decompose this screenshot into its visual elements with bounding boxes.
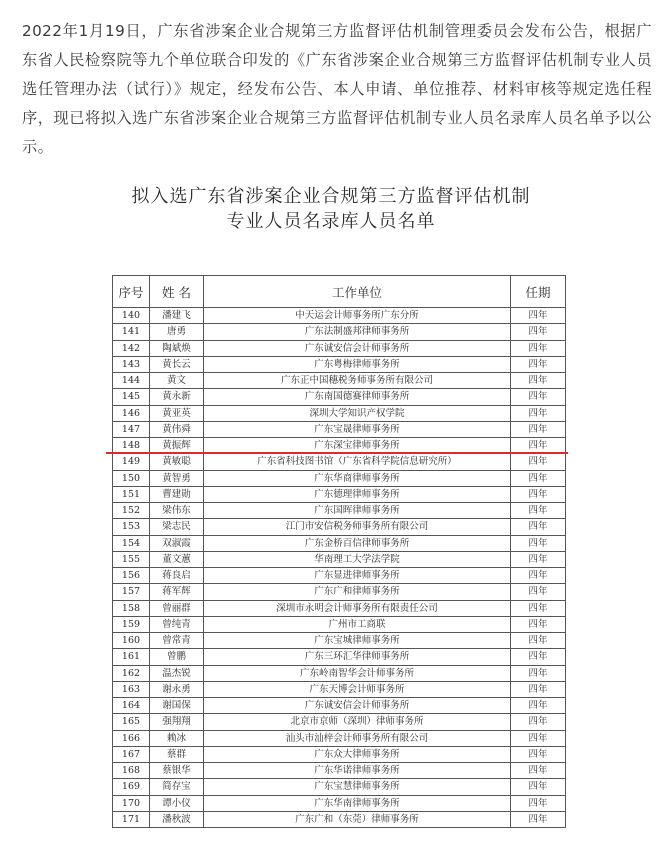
cell-serial-number: 154 (113, 535, 150, 551)
cell-work-unit: 广东天博会计师事务所 (204, 681, 511, 697)
cell-serial-number: 150 (113, 470, 150, 486)
cell-serial-number: 169 (113, 779, 150, 795)
cell-term: 四年 (511, 600, 566, 616)
cell-name: 温杰锐 (150, 665, 204, 681)
cell-serial-number: 145 (113, 389, 150, 405)
cell-term: 四年 (511, 389, 566, 405)
table-row (113, 730, 566, 746)
cell-term: 四年 (511, 779, 566, 795)
cell-work-unit: 广东华商律师事务所 (204, 470, 511, 486)
table-row (113, 405, 566, 421)
cell-work-unit: 广东宝慧律师事务所 (204, 779, 511, 795)
cell-work-unit: 广东深宝律师事务所 (204, 438, 511, 454)
table-row (113, 811, 566, 827)
cell-serial-number: 141 (113, 324, 150, 340)
table-row (113, 649, 566, 665)
cell-term: 四年 (511, 340, 566, 356)
cell-work-unit: 广州市工商联 (204, 616, 511, 632)
cell-work-unit: 广东南国德赛律师事务所 (204, 389, 511, 405)
cell-name: 梁伟东 (150, 503, 204, 519)
cell-serial-number: 144 (113, 373, 150, 389)
cell-name: 曾鹏 (150, 649, 204, 665)
cell-name: 曾丽群 (150, 600, 204, 616)
cell-work-unit: 广东诚安信会计师事务所 (204, 340, 511, 356)
table-row (113, 454, 566, 470)
cell-term: 四年 (511, 730, 566, 746)
cell-name: 黄永新 (150, 389, 204, 405)
cell-work-unit: 深圳市永明会计师事务所有限责任公司 (204, 600, 511, 616)
table-row (113, 746, 566, 762)
cell-name: 潘秋波 (150, 811, 204, 827)
cell-name: 潘建飞 (150, 308, 204, 324)
cell-name: 蒋良启 (150, 568, 204, 584)
cell-term: 四年 (511, 649, 566, 665)
cell-serial-number: 158 (113, 600, 150, 616)
cell-work-unit: 广东众大律师事务所 (204, 746, 511, 762)
table-row (113, 763, 566, 779)
table-row (113, 535, 566, 551)
cell-serial-number: 155 (113, 551, 150, 567)
cell-term: 四年 (511, 308, 566, 324)
cell-work-unit: 广东诚安信会计师事务所 (204, 698, 511, 714)
table-row (113, 665, 566, 681)
highlight-underline (106, 452, 568, 454)
cell-term: 四年 (511, 746, 566, 762)
cell-work-unit: 广东宝城律师事务所 (204, 633, 511, 649)
cell-term: 四年 (511, 324, 566, 340)
cell-name: 黄亚英 (150, 405, 204, 421)
cell-serial-number: 153 (113, 519, 150, 535)
cell-name: 黄文 (150, 373, 204, 389)
table-row (113, 486, 566, 502)
header-term: 任期 (511, 276, 566, 308)
cell-work-unit: 华南理工大学法学院 (204, 551, 511, 567)
cell-term: 四年 (511, 421, 566, 437)
cell-work-unit: 广东宝晟律师事务所 (204, 421, 511, 437)
cell-name: 黄敏聪 (150, 454, 204, 470)
cell-name: 谢永勇 (150, 681, 204, 697)
cell-name: 黄长云 (150, 356, 204, 372)
table-row (113, 568, 566, 584)
cell-serial-number: 171 (113, 811, 150, 827)
cell-serial-number: 164 (113, 698, 150, 714)
cell-term: 四年 (511, 503, 566, 519)
cell-work-unit: 广东三环汇华律师事务所 (204, 649, 511, 665)
table-row (113, 779, 566, 795)
cell-name: 黄伟舜 (150, 421, 204, 437)
cell-work-unit: 广东国晖律师事务所 (204, 503, 511, 519)
cell-name: 蔡群 (150, 746, 204, 762)
cell-name: 曹建勋 (150, 486, 204, 502)
cell-serial-number: 146 (113, 405, 150, 421)
cell-term: 四年 (511, 486, 566, 502)
table-header-row (113, 276, 566, 308)
cell-work-unit: 广东岭南智华会计师事务所 (204, 665, 511, 681)
cell-serial-number: 161 (113, 649, 150, 665)
cell-term: 四年 (511, 373, 566, 389)
cell-work-unit: 汕头市汕梓会计师事务所有限公司 (204, 730, 511, 746)
cell-term: 四年 (511, 356, 566, 372)
cell-name: 曾常青 (150, 633, 204, 649)
document-title-line2: 专业人员名录库人员名单 (226, 211, 436, 232)
cell-name: 谢国保 (150, 698, 204, 714)
table-row (113, 308, 566, 324)
cell-work-unit: 广东金桥百信律师事务所 (204, 535, 511, 551)
table-row (113, 681, 566, 697)
cell-term: 四年 (511, 519, 566, 535)
cell-serial-number: 157 (113, 584, 150, 600)
table-row (113, 519, 566, 535)
cell-term: 四年 (511, 454, 566, 470)
cell-serial-number: 142 (113, 340, 150, 356)
cell-work-unit: 广东华诺律师事务所 (204, 763, 511, 779)
cell-term: 四年 (511, 665, 566, 681)
cell-serial-number: 147 (113, 421, 150, 437)
cell-name: 曾纯青 (150, 616, 204, 632)
table-row (113, 373, 566, 389)
cell-work-unit: 广东华南律师事务所 (204, 795, 511, 811)
table-row (113, 795, 566, 811)
cell-work-unit: 中天运会计师事务所广东分所 (204, 308, 511, 324)
cell-term: 四年 (511, 616, 566, 632)
cell-serial-number: 159 (113, 616, 150, 632)
table-row (113, 324, 566, 340)
document-title-line1: 拟入选广东省涉案企业合规第三方监督评估机制 (131, 186, 531, 207)
roster-body (113, 308, 566, 828)
table-row (113, 584, 566, 600)
header-work-unit: 工作单位 (204, 276, 511, 308)
table-row (113, 503, 566, 519)
table-row (113, 551, 566, 567)
cell-name: 董文蕙 (150, 551, 204, 567)
cell-term: 四年 (511, 763, 566, 779)
cell-serial-number: 168 (113, 763, 150, 779)
cell-work-unit: 广东广和律师事务所 (204, 584, 511, 600)
cell-name: 蔡银华 (150, 763, 204, 779)
cell-name: 简存宝 (150, 779, 204, 795)
cell-serial-number: 152 (113, 503, 150, 519)
cell-term: 四年 (511, 535, 566, 551)
cell-work-unit: 广东德理律师事务所 (204, 486, 511, 502)
table-row (113, 340, 566, 356)
cell-name: 黄智勇 (150, 470, 204, 486)
cell-name: 黄振辉 (150, 438, 204, 454)
cell-serial-number: 163 (113, 681, 150, 697)
cell-name: 强翔翔 (150, 714, 204, 730)
cell-name: 赖冰 (150, 730, 204, 746)
table-row (113, 421, 566, 437)
cell-name: 梁志民 (150, 519, 204, 535)
cell-work-unit: 广东显进律师事务所 (204, 568, 511, 584)
cell-work-unit: 北京市京师（深圳）律师事务所 (204, 714, 511, 730)
table-row (113, 616, 566, 632)
cell-work-unit: 广东省科技图书馆（广东省科学院信息研究所） (204, 454, 511, 470)
cell-serial-number: 162 (113, 665, 150, 681)
cell-work-unit: 深圳大学知识产权学院 (204, 405, 511, 421)
table-row (113, 470, 566, 486)
cell-serial-number: 167 (113, 746, 150, 762)
cell-serial-number: 170 (113, 795, 150, 811)
cell-term: 四年 (511, 714, 566, 730)
cell-name: 蒋军辉 (150, 584, 204, 600)
header-serial-number: 序号 (113, 276, 150, 308)
cell-work-unit: 广东粤梅律师事务所 (204, 356, 511, 372)
cell-serial-number: 143 (113, 356, 150, 372)
cell-term: 四年 (511, 681, 566, 697)
header-name: 姓 名 (150, 276, 204, 308)
cell-term: 四年 (511, 584, 566, 600)
cell-serial-number: 156 (113, 568, 150, 584)
cell-term: 四年 (511, 811, 566, 827)
table-row (113, 389, 566, 405)
table-row (113, 356, 566, 372)
cell-serial-number: 165 (113, 714, 150, 730)
cell-term: 四年 (511, 568, 566, 584)
table-row (113, 714, 566, 730)
cell-work-unit: 广东正中国穗税务师事务所有限公司 (204, 373, 511, 389)
table-row (113, 698, 566, 714)
roster-table (112, 275, 566, 828)
cell-serial-number: 160 (113, 633, 150, 649)
table-row (113, 633, 566, 649)
cell-term: 四年 (511, 795, 566, 811)
cell-serial-number: 149 (113, 454, 150, 470)
table-row (113, 600, 566, 616)
cell-term: 四年 (511, 698, 566, 714)
cell-serial-number: 166 (113, 730, 150, 746)
cell-work-unit: 广东法制盛邦律师事务所 (204, 324, 511, 340)
cell-serial-number: 140 (113, 308, 150, 324)
cell-term: 四年 (511, 470, 566, 486)
intro-paragraph: 2022年1月19日，广东省涉案企业合规第三方监督评估机制管理委员会发布公告，根据广东省人民检察院等九个单位联合印发的《广东省涉案企业合规第三方监督评估机制专业人员选任管理办法（试行）》规定，经发布公告、本人申请、单位推荐、材料审核等规定选任程序，现已将拟入选广东省涉案企业合规第三方监督评估机制专业人员名录库人员名单予以公示。 (22, 22, 652, 157)
cell-work-unit: 江门市安信税务师事务所有限公司 (204, 519, 511, 535)
cell-term: 四年 (511, 551, 566, 567)
cell-name: 双淑霞 (150, 535, 204, 551)
cell-name: 谭小仪 (150, 795, 204, 811)
cell-term: 四年 (511, 405, 566, 421)
cell-serial-number: 151 (113, 486, 150, 502)
cell-term: 四年 (511, 633, 566, 649)
cell-work-unit: 广东广和（东莞）律师事务所 (204, 811, 511, 827)
cell-name: 陶斌焕 (150, 340, 204, 356)
cell-serial-number: 148 (113, 438, 150, 454)
cell-name: 唐勇 (150, 324, 204, 340)
cell-term: 四年 (511, 438, 566, 454)
